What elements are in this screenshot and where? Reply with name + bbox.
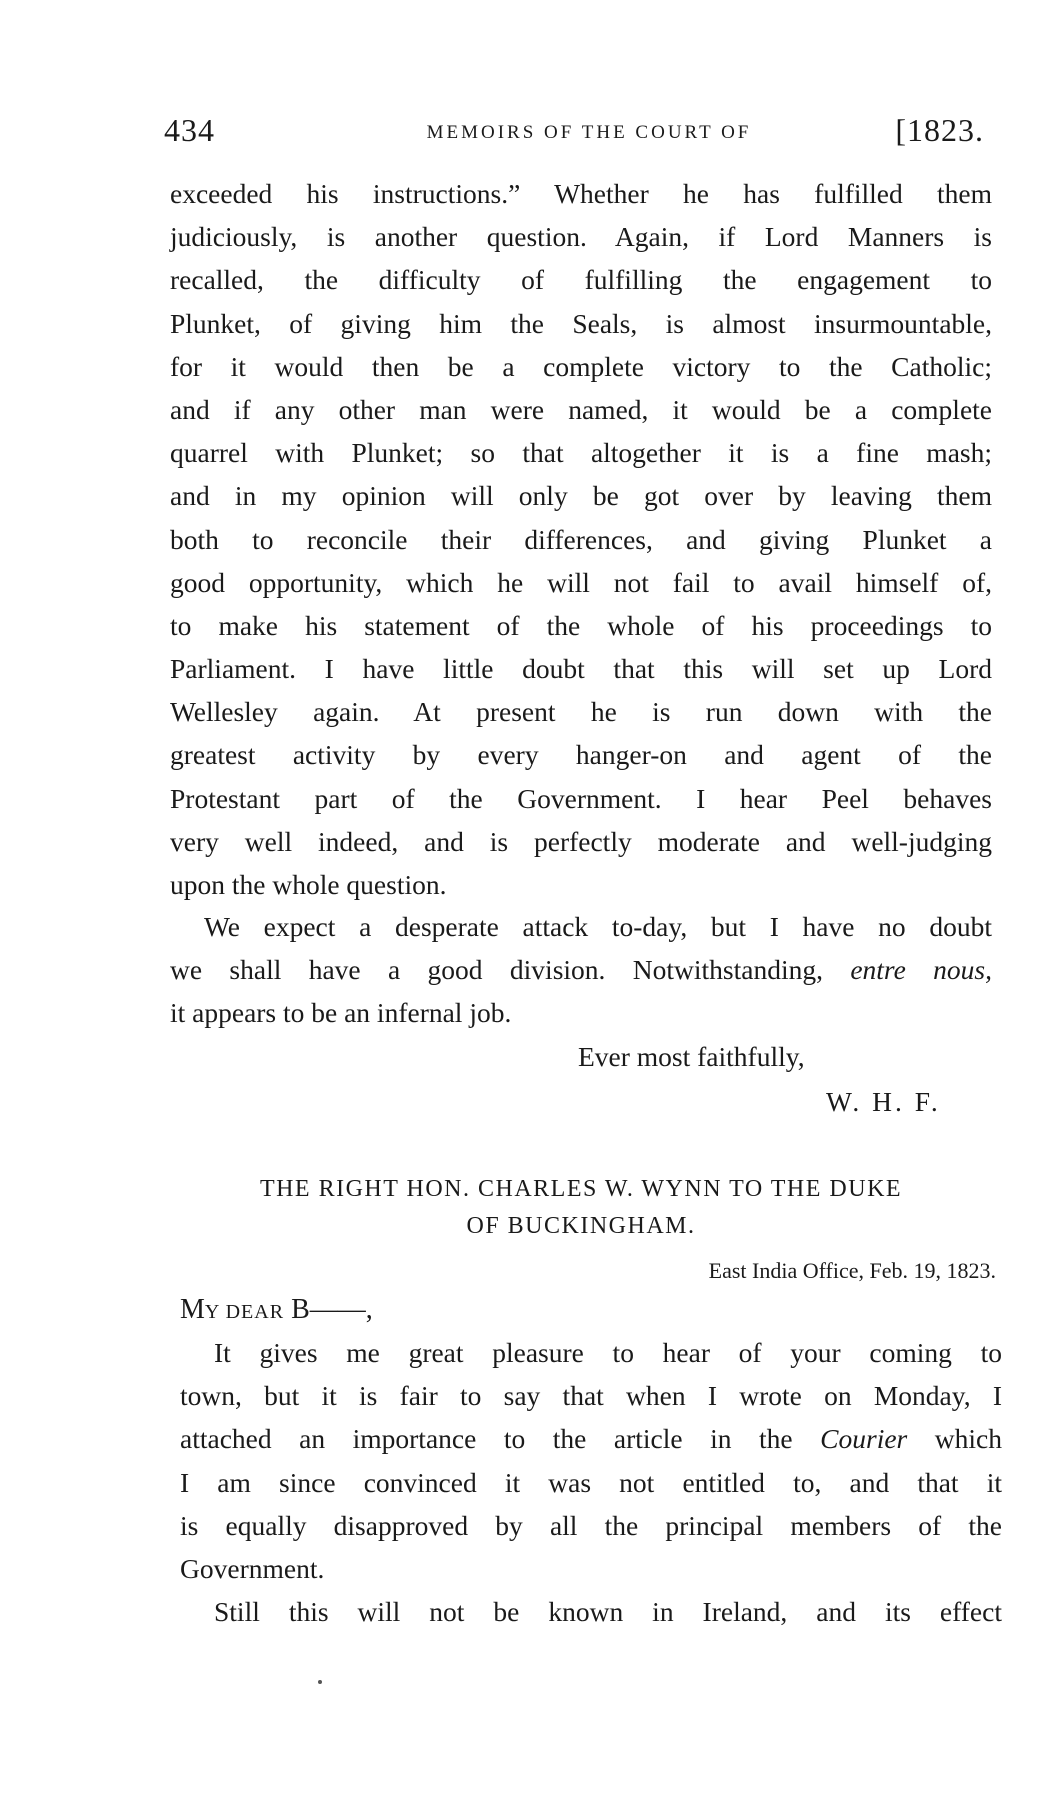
text-line: [170, 905, 992, 948]
letter2-body: [180, 1331, 1002, 1633]
text-line: for it would then be a complete victory to the Catholic;: [170, 350, 992, 382]
letter-dateline: East India Office, Feb. 19, 1823.: [708, 1258, 996, 1283]
text-span: We expect a desperate attack to-day, but I have no doubt: [204, 911, 992, 942]
salutation-rest: B——,: [284, 1294, 373, 1325]
text-span: Still this will not be known in Ireland, and its effect: [214, 1596, 1002, 1628]
letter-heading-line1: THE RIGHT HON. CHARLES W. WYNN TO THE DUKE: [259, 1176, 903, 1202]
text-line: [170, 948, 992, 991]
running-title: MEMOIRS OF THE COURT OF: [426, 122, 752, 143]
salutation-cap: M: [180, 1294, 205, 1325]
text-line: it appears to be an infernal job.: [170, 997, 512, 1029]
text-line: Parliament. I have little doubt that this will set up Lord: [170, 653, 992, 685]
salutation-smallcaps: Y DEAR: [204, 1301, 285, 1323]
text-span: which: [907, 1423, 1002, 1455]
text-line: good opportunity, which he will not fail to avail himself of,: [170, 566, 992, 598]
italic-phrase: entre nous,: [850, 954, 992, 986]
letter1-paragraph1: [170, 172, 992, 906]
text-line: judiciously, is another question. Again, if Lord Manners is: [170, 221, 992, 253]
letter-heading-line2: OF BUCKINGHAM.: [466, 1213, 696, 1239]
letter1-paragraph2: [170, 905, 992, 1035]
text-line: recalled, the difficulty of fulfilling the engagement to: [170, 264, 992, 296]
text-line: Government.: [180, 1552, 325, 1584]
text-line: both to reconcile their differences, and giving Plunket a: [170, 523, 992, 555]
text-line: upon the whole question.: [170, 869, 447, 900]
print-speck: [318, 1680, 322, 1684]
header-year: [1823.: [895, 112, 984, 148]
text-line: and if any other man were named, it would be a complete: [170, 393, 992, 425]
text-line: Plunket, of giving him the Seals, is almost insurmountable,: [170, 307, 992, 339]
text-line: and in my opinion will only be got over by leaving them: [170, 480, 992, 512]
text-span: attached an importance to the article in the: [180, 1423, 821, 1455]
salutation: [180, 1288, 373, 1331]
text-line: I am since convinced it was not entitled to, and that it: [180, 1466, 1002, 1498]
text-line: town, but it is fair to say that when I wrote on Monday, I: [180, 1380, 1002, 1412]
page-header: [164, 112, 984, 156]
text-line: [180, 1331, 1002, 1374]
text-line: Protestant part of the Government. I hear Peel behaves: [170, 782, 992, 814]
italic-title: Courier: [820, 1423, 908, 1455]
text-line: [180, 1590, 1002, 1633]
closing-line: Ever most faithfully,: [578, 1041, 805, 1072]
signature: W. H. F.: [826, 1086, 941, 1117]
text-line: is equally disapproved by all the principal members of the: [180, 1509, 1002, 1541]
page-number: 434: [164, 112, 215, 148]
text-line: very well indeed, and is perfectly moderate and well-judging: [170, 825, 992, 857]
text-span: we shall have a good division. Notwithstanding,: [170, 954, 851, 986]
text-line: greatest activity by every hanger-on and agent of the: [170, 739, 992, 771]
text-line: exceeded his instructions.” Whether he has fulfilled them: [170, 178, 992, 209]
text-line: quarrel with Plunket; so that altogether it is a fine mash;: [170, 437, 992, 469]
text-span: It gives me great pleasure to hear of your coming to: [214, 1337, 1002, 1368]
text-line: to make his statement of the whole of his proceedings to: [170, 609, 992, 641]
text-line: [180, 1417, 1002, 1460]
text-line: Wellesley again. At present he is run down with the: [170, 696, 992, 728]
